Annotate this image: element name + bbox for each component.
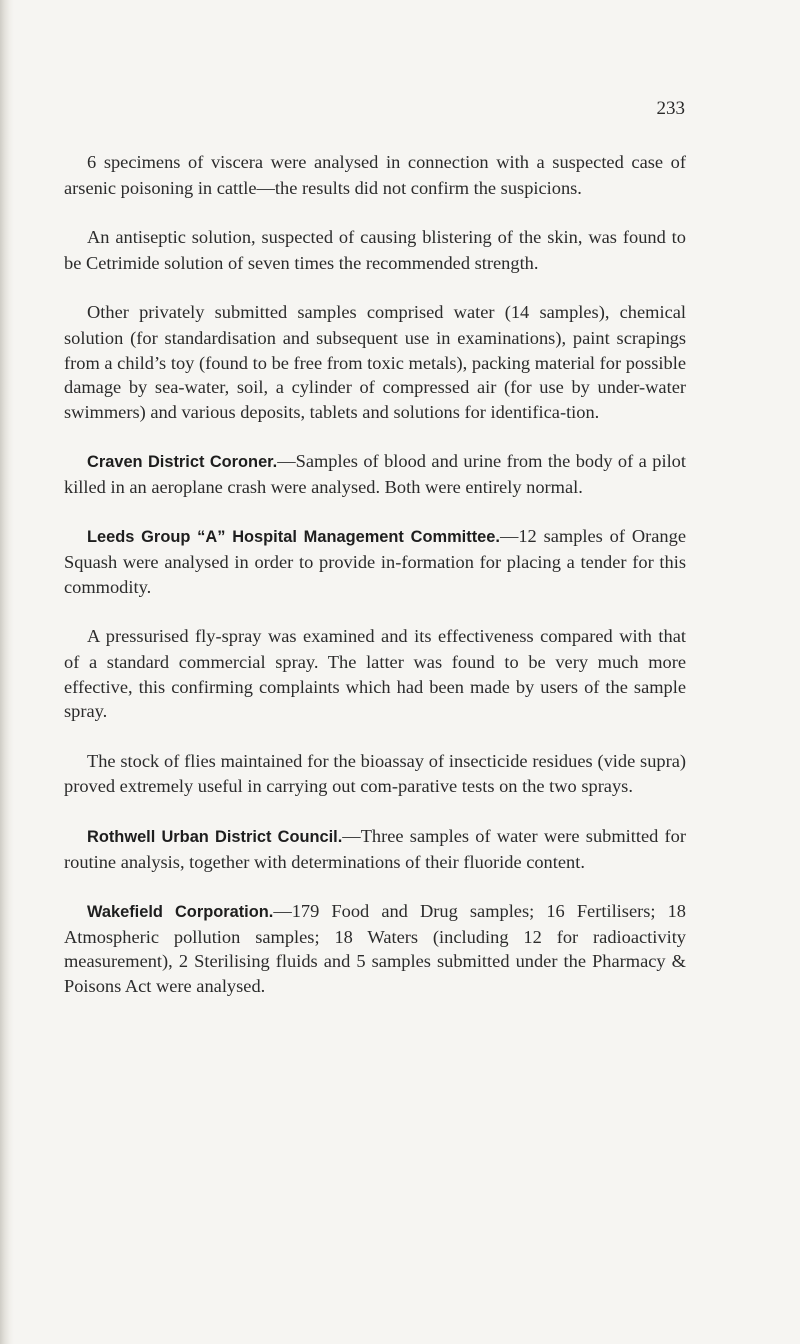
page-number: 233 — [656, 98, 685, 119]
paragraph-wakefield-corporation — [64, 899, 686, 999]
paragraph-private-samples — [64, 300, 686, 425]
paragraph-text: —Three samples of water were submitted for routine analysis, together with determinations of their fluoride content. — [64, 825, 686, 872]
binding-edge-shadow — [0, 0, 14, 1344]
paragraph-antiseptic-solution — [64, 225, 686, 275]
paragraph-craven-coroner — [64, 449, 686, 499]
paragraph-text: —12 samples of Orange Squash were analysed in order to provide in-formation for placing a tender for this commodity. — [64, 526, 686, 597]
paragraph-viscera-specimens — [64, 150, 686, 200]
paragraph-text: 6 specimens of viscera were analysed in connection with a suspected case of arsenic poisoning in cattle—the results did not confirm the suspicions. — [64, 152, 686, 198]
paragraph-text: A pressurised fly-spray was examined and its effectiveness compared with that of a standard commercial spray. The latter was found to be very much more effective, this confirming complaints which had been made by users of the sample spray. — [64, 626, 686, 722]
body-text — [64, 150, 686, 1023]
paragraph-rothwell-council — [64, 824, 686, 874]
paragraph-text: —179 Food and Drug samples; 16 Fertilisers; 18 Atmospheric pollution samples; 18 Waters (including 12 for radioactivity measurement), 2 Sterilising fluids and 5 samples submitted under the Pharmacy & Poisons Act were analysed. — [64, 900, 686, 997]
paragraph-fly-spray — [64, 624, 686, 724]
section-heading-craven: Craven District Coroner. — [87, 453, 278, 472]
section-heading-leeds: Leeds Group “A” Hospital Management Committee. — [87, 528, 500, 547]
paragraph-text: The stock of flies maintained for the bioassay of insecticide residues (vide supra) proved extremely useful in carrying out com-parative tests on the two sprays. — [64, 750, 686, 797]
section-heading-rothwell: Rothwell Urban District Council. — [87, 827, 343, 846]
paragraph-flies-bioassay — [64, 749, 686, 799]
section-heading-wakefield: Wakefield Corporation. — [87, 902, 274, 921]
paragraph-text: An antiseptic solution, suspected of causing blistering of the skin, was found to be Cetrimide solution of seven times the recommended strength. — [64, 227, 686, 273]
paragraph-text: Other privately submitted samples comprised water (14 samples), chemical solution (for standardisation and subsequent use in examinations), paint scrapings from a child’s toy (found to be free from toxic metals), packing material for possible damage by sea-water, soil, a cylinder of compressed air (for use by under-water swimmers) and various deposits, tablets and solutions for identifica-tion. — [64, 302, 686, 422]
paragraph-text: —Samples of blood and urine from the body of a pilot killed in an aeroplane crash were analysed. Both were entirely normal. — [64, 451, 686, 498]
paragraph-leeds-hospital — [64, 524, 686, 599]
